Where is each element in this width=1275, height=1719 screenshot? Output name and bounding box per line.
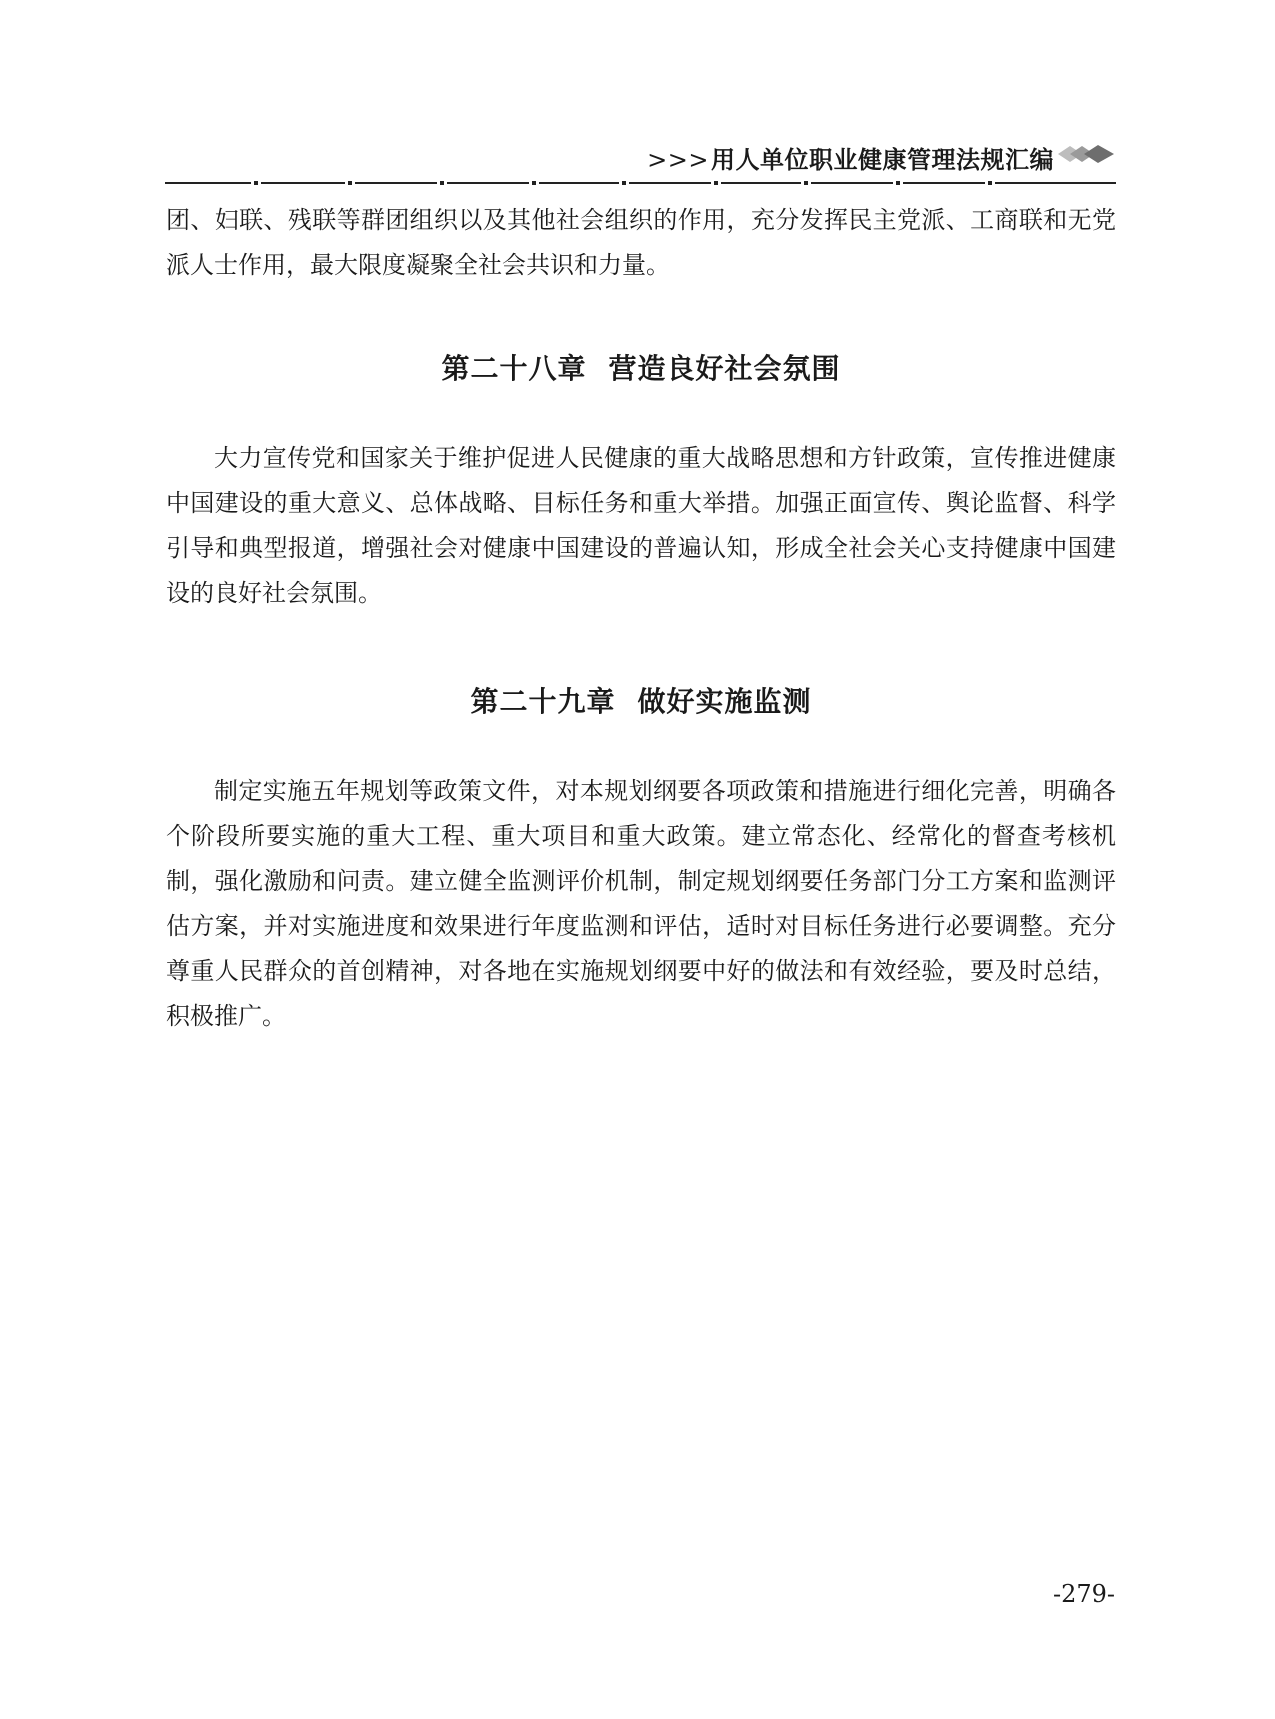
chapter-29-title: 做好实施监测 <box>637 685 812 718</box>
diamond-ornament-icon <box>1056 142 1116 166</box>
running-header <box>0 134 1116 174</box>
header-title-text: 用人单位职业健康管理法规汇编 <box>711 145 1054 174</box>
chapter-28-paragraph: 大力宣传党和国家关于维护促进人民健康的重大战略思想和方针政策，宣传推进健康中国建设的重大意义、总体战略、目标任务和重大举措。加强正面宣传、舆论监督、科学引导和典型报道，增强社会对健康中国建设的普遍认知，形成全社会关心支持健康中国建设的良好社会氛围。 <box>166 444 1116 607</box>
book-title <box>647 140 1054 175</box>
chapter-29-heading <box>166 680 1116 720</box>
chapter-29-number: 第二十九章 <box>470 685 616 718</box>
header-rule <box>165 180 1116 186</box>
paragraph-continuation: 团、妇联、残联等群团组织以及其他社会组织的作用，充分发挥民主党派、工商联和无党派人士作用，最大限度凝聚全社会共识和力量。 <box>166 206 1116 279</box>
chapter-28-title: 营造良好社会氛围 <box>608 352 841 385</box>
chapter-29-paragraph: 制定实施五年规划等政策文件，对本规划纲要各项政策和措施进行细化完善，明确各个阶段所要实施的重大工程、重大项目和重大政策。建立常态化、经常化的督查考核机制，强化激励和问责。建立健全监测评价机制，制定规划纲要任务部门分工方案和监测评估方案，并对实施进度和效果进行年度监测和评估，适时对目标任务进行必要调整。充分尊重人民群众的首创精神，对各地在实施规划纲要中好的做法和有效经验，要及时总结，积极推广。 <box>166 777 1116 1030</box>
chapter-28-heading <box>166 347 1116 387</box>
chapter-28-number: 第二十八章 <box>441 352 587 385</box>
page-number: -279- <box>1052 1580 1115 1608</box>
header-prefix: >>> <box>647 146 709 174</box>
